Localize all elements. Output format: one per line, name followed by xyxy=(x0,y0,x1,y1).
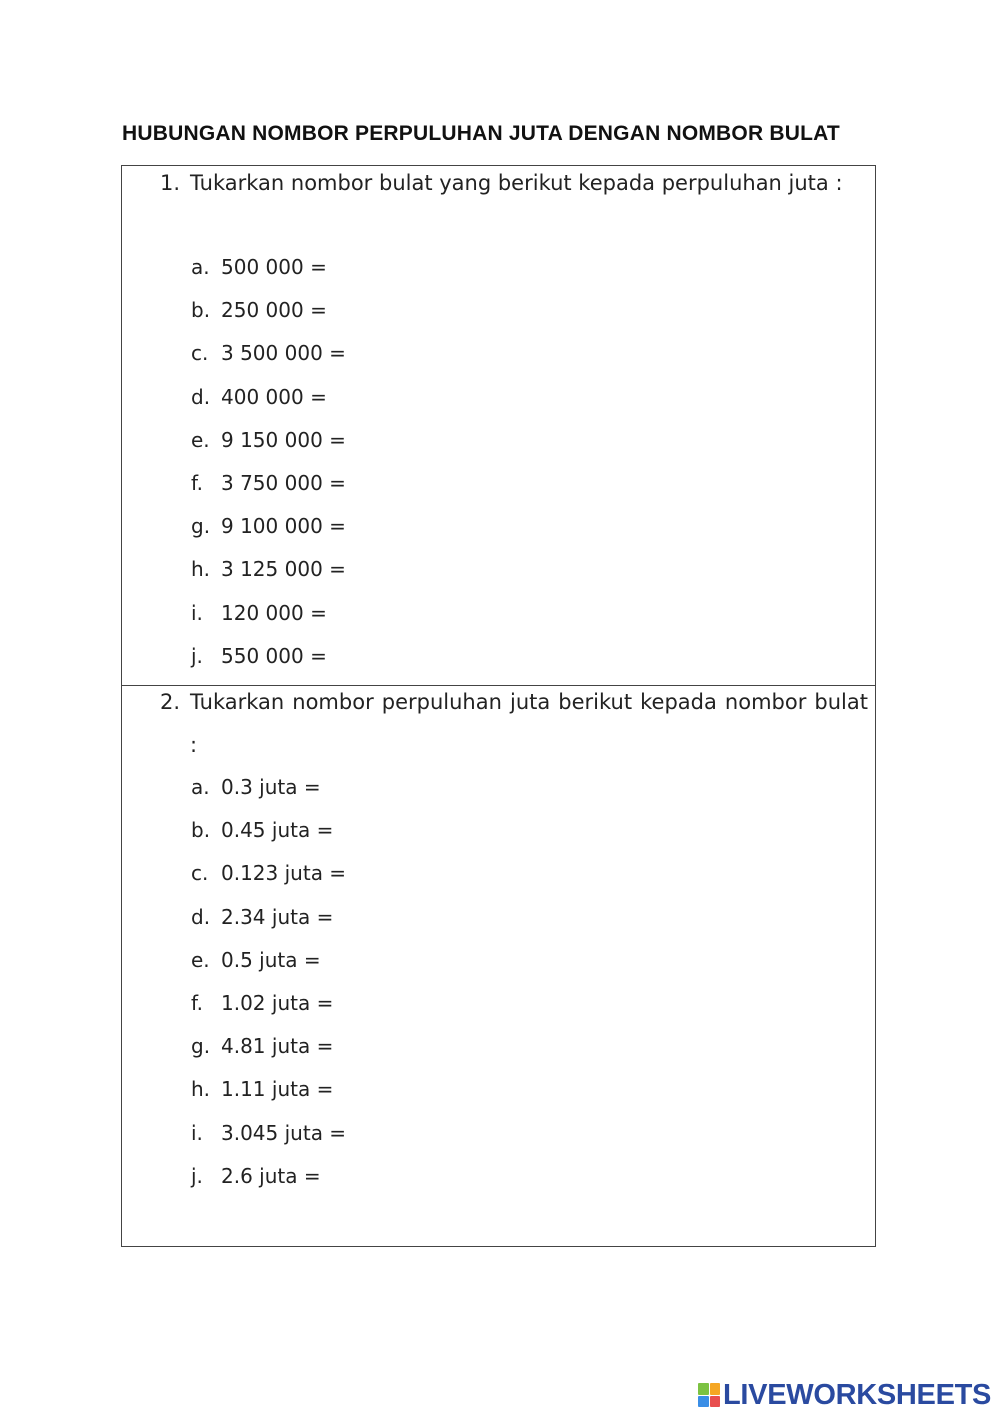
logo-text: LIVEWORKSHEETS xyxy=(723,1378,992,1411)
item-letter: f. xyxy=(191,470,203,495)
question-1-text: Tukarkan nombor bulat yang berikut kepada perpuluhan juta : xyxy=(190,171,843,195)
list-item xyxy=(191,635,346,678)
item-letter: f. xyxy=(191,990,203,1015)
list-item xyxy=(191,896,346,939)
item-expression: 0.5 juta = xyxy=(221,947,321,972)
logo-square-icon xyxy=(710,1383,721,1395)
list-item xyxy=(191,592,346,635)
item-expression: 1.11 juta = xyxy=(221,1077,334,1102)
list-item xyxy=(191,246,346,289)
list-item xyxy=(191,332,346,375)
question-1-cell xyxy=(122,166,875,686)
item-letter: g. xyxy=(191,1034,211,1059)
list-item xyxy=(191,982,346,1025)
list-item xyxy=(191,419,346,462)
item-expression: 120 000 = xyxy=(221,600,327,625)
item-letter: b. xyxy=(191,818,211,843)
item-expression: 0.45 juta = xyxy=(221,818,334,843)
item-letter: i. xyxy=(191,600,203,625)
item-expression: 1.02 juta = xyxy=(221,990,334,1015)
logo-square-icon xyxy=(698,1396,709,1408)
item-expression: 0.123 juta = xyxy=(221,861,347,886)
item-expression: 3 750 000 = xyxy=(221,470,346,495)
logo-square-icon xyxy=(698,1383,709,1395)
item-expression: 550 000 = xyxy=(221,643,327,668)
exercise-table xyxy=(121,165,876,1247)
item-expression: 400 000 = xyxy=(221,384,327,409)
item-expression: 3 500 000 = xyxy=(221,341,346,366)
item-letter: h. xyxy=(191,557,211,582)
list-item xyxy=(191,1112,346,1155)
item-expression: 500 000 = xyxy=(221,255,327,279)
question-2-items xyxy=(191,766,346,1198)
item-expression: 4.81 juta = xyxy=(221,1034,334,1059)
liveworksheets-logo xyxy=(698,1378,991,1412)
list-item xyxy=(191,505,346,548)
liveworksheets-logo-icon xyxy=(698,1383,720,1407)
list-item xyxy=(191,548,346,591)
item-letter: g. xyxy=(191,514,211,539)
item-letter: d. xyxy=(191,904,211,929)
item-expression: 9 100 000 = xyxy=(221,514,346,539)
list-item xyxy=(191,1068,346,1111)
list-item xyxy=(191,1025,346,1068)
list-item xyxy=(191,289,346,332)
list-item xyxy=(191,852,346,895)
logo-square-icon xyxy=(710,1396,721,1408)
list-item xyxy=(191,462,346,505)
item-expression: 250 000 = xyxy=(221,298,327,323)
item-letter: e. xyxy=(191,947,210,972)
item-expression: 3 125 000 = xyxy=(221,557,346,582)
item-letter: j. xyxy=(191,643,203,668)
item-letter: j. xyxy=(191,1163,203,1188)
item-letter: i. xyxy=(191,1120,203,1145)
question-2-cell xyxy=(122,686,875,1246)
question-1-items xyxy=(191,246,346,678)
item-letter: e. xyxy=(191,427,210,452)
item-expression: 2.34 juta = xyxy=(221,904,334,929)
item-expression: 3.045 juta = xyxy=(221,1120,347,1145)
question-2-text: Tukarkan nombor perpuluhan juta berikut kepada nombor bulat : xyxy=(190,690,868,757)
question-1-number: 1. xyxy=(160,171,181,195)
item-letter: c. xyxy=(191,341,209,366)
item-letter: c. xyxy=(191,861,209,886)
item-expression: 0.3 juta = xyxy=(221,775,321,799)
list-item xyxy=(191,766,346,809)
item-letter: a. xyxy=(191,255,210,279)
item-letter: h. xyxy=(191,1077,211,1102)
list-item xyxy=(191,809,346,852)
item-expression: 2.6 juta = xyxy=(221,1163,321,1188)
question-2-number: 2. xyxy=(160,690,181,714)
page-title: HUBUNGAN NOMBOR PERPULUHAN JUTA DENGAN NOMBOR BULAT xyxy=(122,122,840,145)
list-item xyxy=(191,1155,346,1198)
item-letter: b. xyxy=(191,298,211,323)
item-letter: d. xyxy=(191,384,211,409)
list-item xyxy=(191,939,346,982)
item-expression: 9 150 000 = xyxy=(221,427,346,452)
item-letter: a. xyxy=(191,775,210,799)
list-item xyxy=(191,376,346,419)
